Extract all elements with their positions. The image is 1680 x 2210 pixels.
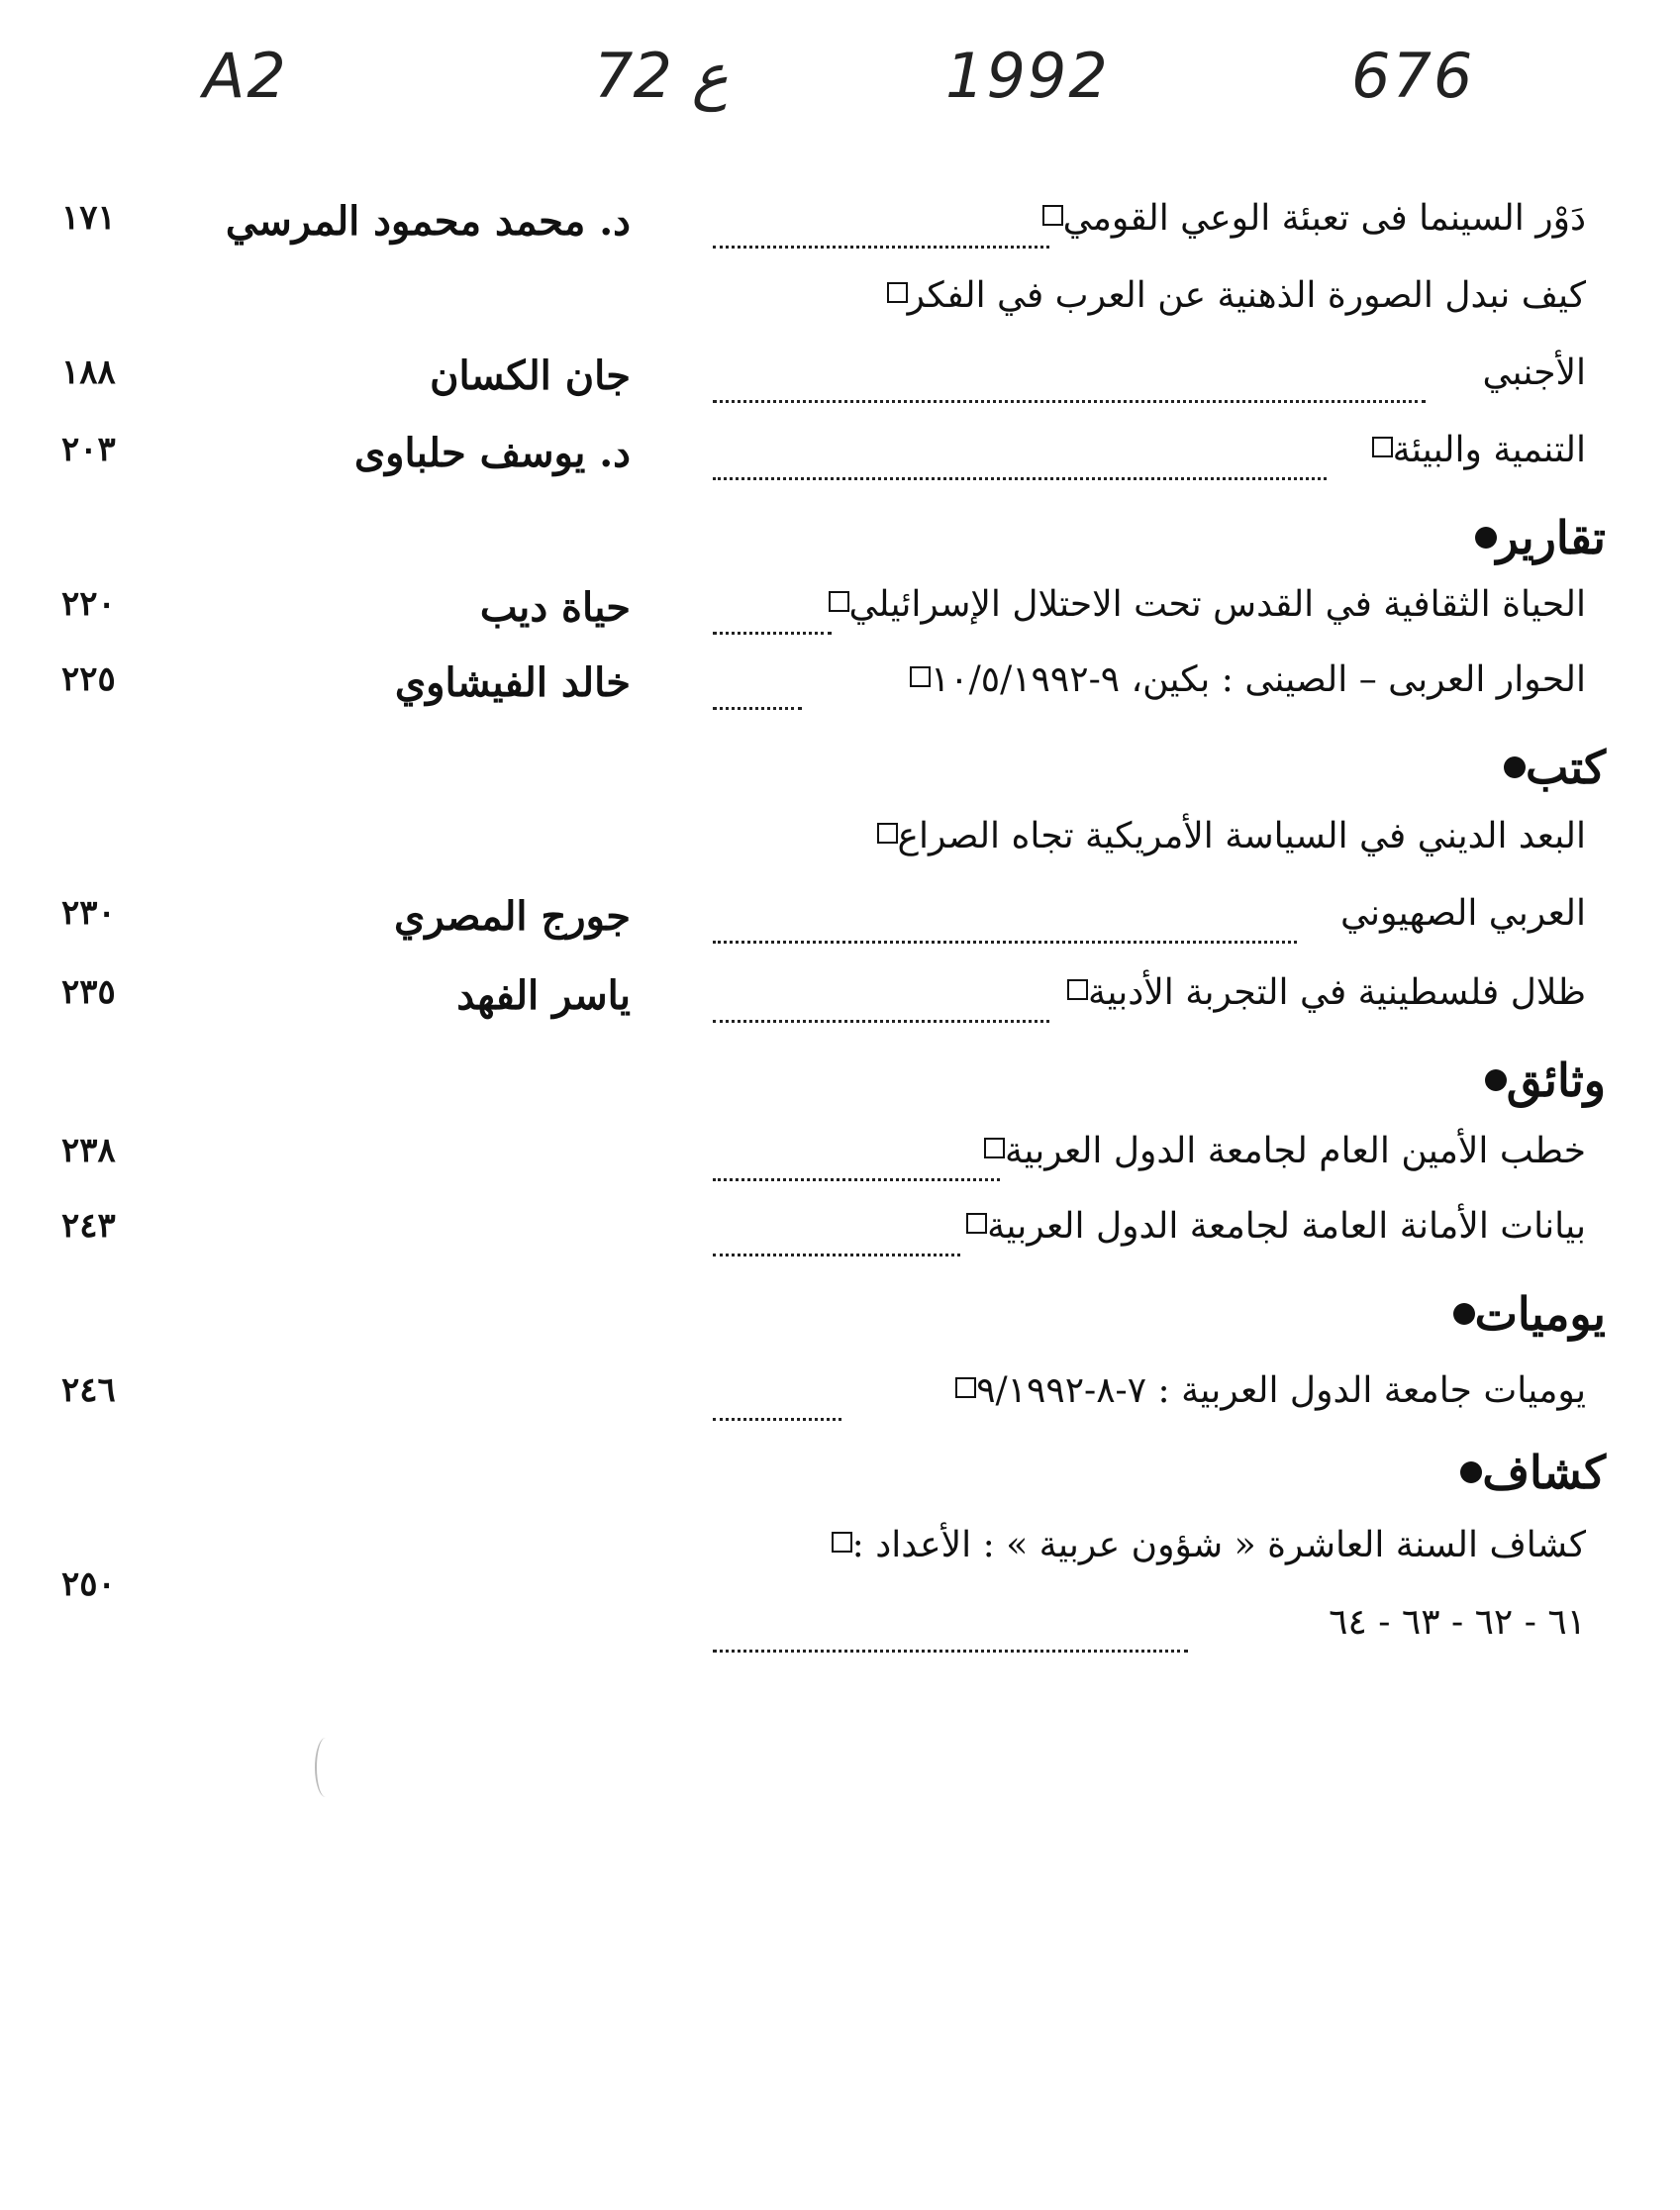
entry-page-number: ١٧١ [61,198,116,238]
handwritten-note-a2: A2 [203,40,288,112]
checkbox-square-icon [910,666,931,687]
entry-title: بيانات الأمانة العامة لجامعة الدول العربية [950,1206,1586,1247]
checkbox-square-icon [887,282,908,303]
section-heading-documents: وثائق [1471,1046,1606,1115]
entry-title: دَوْر السينما فى تعبئة الوعي القومي [1027,198,1586,239]
entry-title-line2: العربي الصهيوني [1340,893,1586,934]
dot-leader [713,1018,1049,1023]
entry-title: يوميات جامعة الدول العربية : ٧-٨-٩/١٩٩٢ [939,1370,1586,1411]
entry-title: التنمية والبيئة [1356,430,1586,470]
checkbox-square-icon [966,1213,987,1234]
dot-leader [713,1648,1188,1653]
dot-leader [713,630,832,635]
entry-page-number: ٢٤٣ [61,1206,116,1246]
bullet-icon [1475,527,1497,549]
checkbox-square-icon [984,1138,1005,1158]
toc-entry [0,275,1680,345]
toc-entry [0,816,1680,885]
toc-entry [0,1131,1680,1200]
entry-page-number: ٢٠٣ [61,430,116,469]
entry-title-line2: ٦١ - ٦٢ - ٦٣ - ٦٤ [1329,1602,1586,1643]
bullet-icon [1460,1461,1482,1483]
toc-entry-continuation [0,893,1680,962]
entry-title: ظلال فلسطينية في التجربة الأدبية [1051,972,1586,1013]
dot-leader [713,1416,841,1421]
toc-entry [0,972,1680,1042]
checkbox-square-icon [829,591,849,612]
dot-leader [713,398,1426,403]
entry-title: الحياة الثقافية في القدس تحت الاحتلال الإسرائيلي [813,584,1586,625]
entry-author: حياة ديب [479,584,631,631]
toc-entry [0,1206,1680,1275]
entry-page-number: ٢٤٦ [61,1370,116,1410]
toc-entry-continuation [0,1602,1680,1671]
entry-title: البعد الديني في السياسة الأمريكية تجاه الصراع [861,816,1586,856]
checkbox-square-icon [877,823,898,844]
entry-page-number: ٢٣٨ [61,1131,116,1170]
handwritten-note-year: 1992 [945,40,1110,112]
checkbox-square-icon [955,1377,976,1398]
dot-leader [713,1252,960,1256]
section-heading-books: كتب [1490,733,1606,802]
toc-entry [0,1370,1680,1440]
toc-entry [0,198,1680,267]
dot-leader [713,475,1327,480]
entry-page-number: ٢٥٠ [61,1564,116,1604]
handwritten-note-issue: ع 72 [594,40,729,112]
entry-author: د. يوسف حلباوى [353,430,631,476]
entry-title-line2: الأجنبي [1482,352,1586,393]
dot-leader [713,244,1049,249]
bullet-icon [1453,1303,1475,1325]
entry-page-number: ٢٢٠ [61,584,116,624]
section-heading-diaries: يوميات [1439,1279,1606,1349]
handwritten-note-number: 676 [1351,40,1475,112]
toc-entry [0,659,1680,729]
entry-title: خطب الأمين العام لجامعة الدول العربية [968,1131,1586,1171]
entry-page-number: ١٨٨ [61,352,116,392]
section-heading-reports: تقارير [1461,503,1607,572]
entry-author: ياسر الفهد [456,972,631,1019]
section-heading-index: كشاف [1446,1438,1606,1507]
bullet-icon [1504,756,1526,778]
entry-page-number: ٢٢٥ [61,659,116,699]
toc-entry [0,430,1680,499]
entry-title: الحوار العربى – الصينى : بكين، ٩-١٠/٥/١٩٩٢ [894,659,1586,700]
dot-leader [713,939,1297,944]
checkbox-square-icon [832,1532,852,1553]
scan-smudge [315,1738,337,1797]
checkbox-square-icon [1067,979,1088,1000]
entry-author: د. محمد محمود المرسي [225,198,631,245]
entry-author: جورج المصري [394,893,631,940]
toc-entry [0,584,1680,653]
entry-title: كشاف السنة العاشرة « شؤون عربية » : الأعداد : [816,1525,1586,1565]
bullet-icon [1485,1069,1507,1091]
dot-leader [713,1176,1000,1181]
entry-title: كيف نبدل الصورة الذهنية عن العرب في الفكر [871,275,1586,316]
entry-author: جان الكسان [430,352,631,399]
entry-page-number: ٢٣٥ [61,972,116,1012]
dot-leader [713,705,802,710]
checkbox-square-icon [1372,437,1393,457]
checkbox-square-icon [1042,205,1063,226]
toc-entry-continuation [0,352,1680,422]
entry-author: خالد الفيشاوي [394,659,631,706]
entry-page-number: ٢٣٠ [61,893,116,933]
